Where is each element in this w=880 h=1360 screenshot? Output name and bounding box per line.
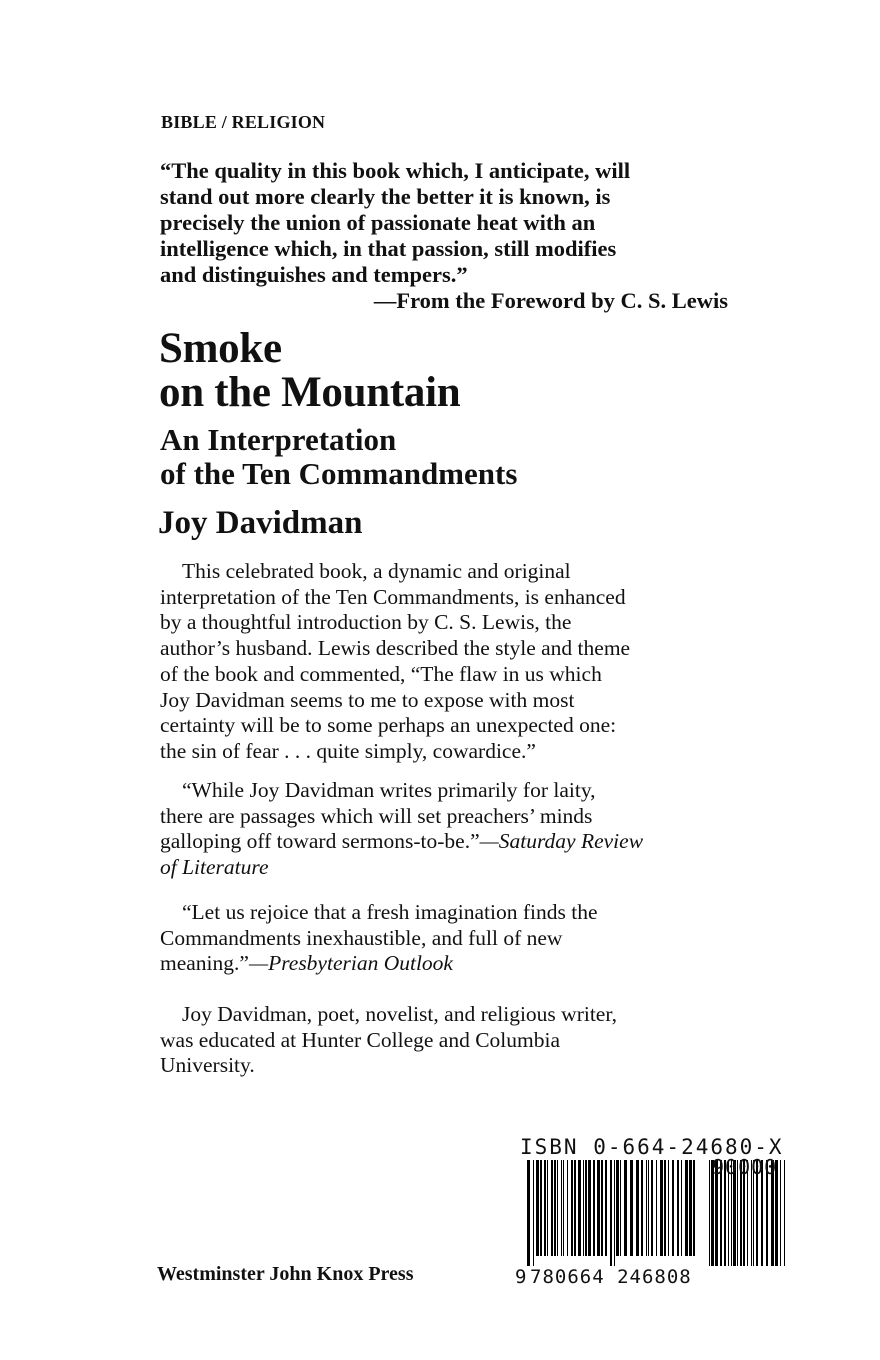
author-bio	[160, 1002, 740, 1079]
description-line: This celebrated book, a dynamic and original	[182, 559, 571, 583]
barcode-bar	[567, 1160, 568, 1256]
review-line: “Let us rejoice that a fresh imagination finds the	[182, 900, 598, 924]
barcode-bar	[681, 1160, 682, 1256]
barcode-bar	[563, 1160, 564, 1256]
quote-line: precisely the union of passionate heat with an	[160, 210, 596, 235]
barcode-bar	[648, 1160, 649, 1256]
barcode-bar	[557, 1160, 558, 1256]
barcode-bar	[668, 1160, 669, 1256]
publisher-name: Westminster John Knox Press	[157, 1263, 414, 1285]
ean-digits: 780664 246808	[530, 1266, 692, 1288]
barcode-bar	[597, 1160, 600, 1256]
barcode-bar	[664, 1160, 666, 1256]
barcode-bar	[551, 1160, 553, 1256]
barcode-bar	[588, 1160, 591, 1256]
barcode-bar	[527, 1160, 530, 1266]
barcode-bar	[620, 1160, 621, 1256]
barcode-bar	[571, 1160, 573, 1256]
author-name: Joy Davidman	[158, 505, 363, 541]
barcode-bar	[533, 1160, 534, 1266]
quote-line: stand out more clearly the better it is known, is	[160, 184, 611, 209]
review-saturday	[160, 778, 740, 881]
isbn-number: ISBN 0-664-24680-X	[520, 1135, 784, 1159]
description-line: the sin of fear . . . quite simply, cowardice.”	[160, 738, 536, 763]
description-line: by a thoughtful introduction by C. S. Lewis, the	[160, 610, 572, 635]
description-line: of the book and commented, “The flaw in us which	[160, 661, 602, 686]
title-line: on the Mountain	[159, 369, 461, 416]
description-paragraph	[160, 559, 740, 765]
review-text: meaning.”	[160, 951, 249, 976]
review-line: “While Joy Davidman writes primarily for laity,	[182, 778, 596, 802]
barcode-bar	[554, 1160, 556, 1256]
bio-line: was educated at Hunter College and Columbia	[160, 1027, 561, 1052]
description-line: Joy Davidman seems to me to expose with most	[160, 687, 575, 712]
review-text: galloping off toward sermons-to-be.”	[160, 829, 480, 854]
bio-line: Joy Davidman, poet, novelist, and religious writer,	[182, 1002, 618, 1026]
book-subtitle	[160, 423, 517, 491]
barcode-bar	[574, 1160, 576, 1256]
barcode-bar	[547, 1160, 548, 1256]
barcode-bar	[624, 1160, 627, 1256]
review-source: —Saturday Review	[479, 829, 644, 854]
barcode-bar	[630, 1160, 633, 1256]
barcode-bar	[784, 1160, 785, 1266]
review-line	[160, 951, 740, 977]
barcode-bar	[610, 1160, 612, 1266]
quote-line: and distinguishes and tempers.”	[160, 262, 468, 287]
barcode-bar	[601, 1160, 603, 1256]
barcode-bar	[709, 1160, 710, 1266]
review-line	[160, 829, 740, 855]
barcode-bar	[614, 1160, 615, 1266]
barcode-bar	[593, 1160, 595, 1256]
bio-line: University.	[160, 1053, 255, 1078]
barcode-bar	[677, 1160, 679, 1256]
book-title	[159, 327, 460, 415]
barcode-bar	[636, 1160, 639, 1256]
barcode-bar	[536, 1160, 539, 1256]
barcode-bar	[660, 1160, 663, 1256]
barcode-bar	[689, 1160, 692, 1256]
review-source: —Presbyterian Outlook	[248, 951, 453, 976]
barcode-bar	[693, 1160, 695, 1256]
price-code: 90000	[712, 1155, 778, 1179]
subtitle-line: of the Ten Commandments	[160, 456, 518, 491]
barcode-bar	[544, 1160, 546, 1256]
barcode-bar	[578, 1160, 581, 1256]
review-line: there are passages which will set preachers’ minds	[160, 803, 593, 828]
barcode-bar	[616, 1160, 619, 1256]
barcode-bar	[585, 1160, 587, 1256]
review-presbyterian	[160, 900, 740, 977]
barcode-bar	[672, 1160, 674, 1256]
barcode-bar	[540, 1160, 542, 1256]
quote-attribution: —From the Foreword by C. S. Lewis	[373, 288, 728, 313]
category-label: BIBLE / RELIGION	[161, 112, 326, 132]
barcode-bar	[651, 1160, 653, 1256]
description-line: author’s husband. Lewis described the style and theme	[160, 636, 631, 661]
foreword-quote	[160, 158, 740, 314]
quote-line: “The quality in this book which, I anticipate, will	[160, 158, 631, 183]
review-source: of Literature	[160, 855, 269, 880]
quote-line: intelligence which, in that passion, still modifies	[160, 236, 617, 261]
subtitle-line: An Interpretation	[160, 422, 397, 457]
description-line: interpretation of the Ten Commandments, is enhanced	[160, 584, 626, 609]
ean-first-digit: 9	[515, 1266, 527, 1288]
barcode-bar	[685, 1160, 688, 1256]
barcode-bar	[641, 1160, 643, 1256]
barcode-bar	[561, 1160, 562, 1256]
description-line: certainty will be to some perhaps an unexpected one:	[160, 713, 617, 738]
barcode-bar	[605, 1160, 607, 1256]
barcode-bar	[583, 1160, 584, 1256]
title-line: Smoke	[159, 325, 282, 372]
barcode-bar	[656, 1160, 657, 1256]
barcode-bar	[780, 1160, 781, 1266]
barcode-bar	[646, 1160, 647, 1256]
review-line: Commandments inexhaustible, and full of new	[160, 925, 563, 950]
